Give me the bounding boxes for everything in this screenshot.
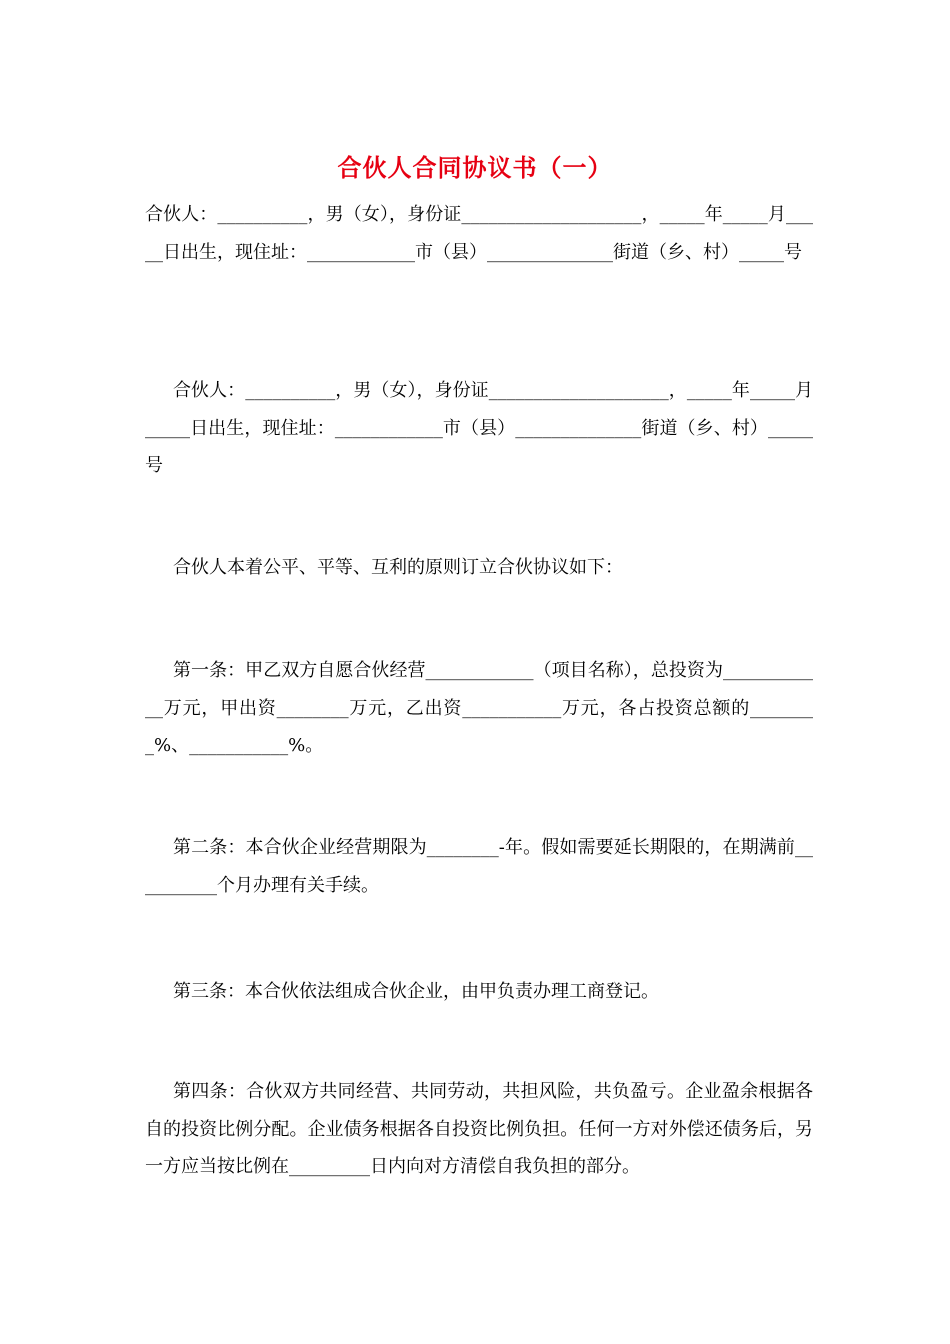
intro-paragraph: 合伙人本着公平、平等、互利的原则订立合伙协议如下： (173, 557, 623, 578)
article-3-paragraph: 第三条：本合伙依法组成合伙企业，由甲负责办理工商登记。 (173, 981, 659, 1002)
article-1-paragraph: 第一条：甲乙双方自愿合伙经营____________（项目名称），总投资为____________万元，甲出资________万元，乙出资___________万元，各占投资总额的________%、___________%。 (145, 660, 813, 756)
partner-info-paragraph-1: 合伙人：__________，男（女），身份证____________________，_____年_____月_____日出生，现住址：____________市（县）______________街道（乡、村）_____号 (145, 204, 813, 263)
partner-info-paragraph-2: 合伙人：__________，男（女），身份证____________________，_____年_____月_____日出生，现住址：____________市（县）______________街道（乡、村）_____号 (145, 380, 813, 476)
document-title: 合伙人合同协议书（一） (337, 153, 613, 182)
article-2-paragraph: 第二条：本合伙企业经营期限为________-年。假如需要延长期限的，在期满前__________个月办理有关手续。 (145, 837, 813, 896)
article-4-paragraph: 第四条：合伙双方共同经营、共同劳动，共担风险，共负盈亏。企业盈余根据各自的投资比例分配。企业债务根据各自投资比例负担。任何一方对外偿还债务后，另一方应当按比例在_________日内向对方清偿自我负担的部分。 (145, 1081, 813, 1177)
